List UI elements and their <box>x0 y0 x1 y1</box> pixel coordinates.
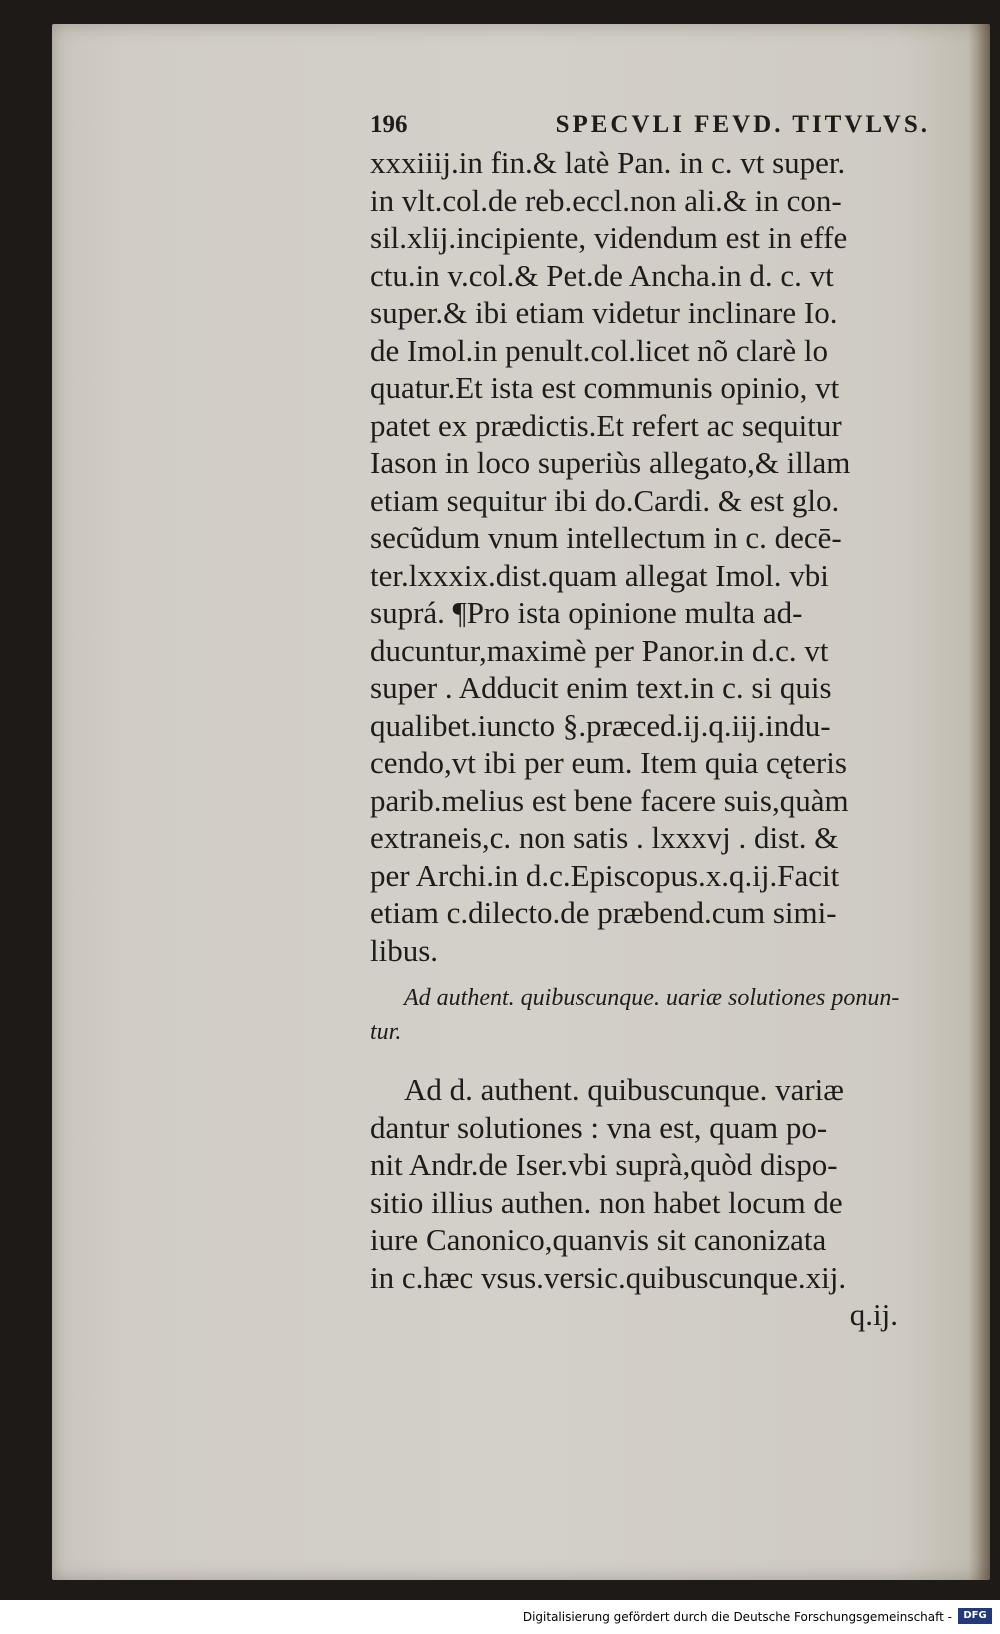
text-line: Iason in loco superiùs allegato,& illam <box>370 445 851 480</box>
text-line: libus. <box>370 932 439 968</box>
text-line: dantur solutiones : vna est, quam po- <box>370 1109 828 1145</box>
text-line: sitio illius authen. non habet locum de <box>370 1184 843 1220</box>
running-head <box>370 108 950 142</box>
running-title: SPECVLI FEVD. TITVLVS. <box>555 111 930 138</box>
text-line: super . Adducit enim text.in c. si quis <box>370 670 832 705</box>
text-line: Ad d. authent. quibuscunque. variæ <box>404 1072 844 1107</box>
text-line: cendo,vt ibi per eum. Item quia cęteris <box>370 745 847 780</box>
section-rubric-continued: tur. <box>370 1019 402 1045</box>
text-line: qualibet.iuncto §.præced.ij.q.iij.indu- <box>370 707 831 743</box>
text-line: patet ex prædictis.Et refert ac sequitur <box>370 407 842 443</box>
text-line: quatur.Et ista est communis opinio, vt <box>370 370 840 405</box>
text-line: nit Andr.de Iser.vbi suprà,quòd dispo- <box>370 1147 838 1182</box>
digitization-footer <box>0 1600 1000 1634</box>
text-line: etiam c.dilecto.de præbend.cum simi- <box>370 895 837 930</box>
text-line: super.& ibi etiam videtur inclinare Io. <box>370 295 838 330</box>
page-number: 196 <box>370 111 408 138</box>
catchword: q.ij. <box>849 1297 898 1332</box>
text-line: iure Canonico,quanvis sit canonizata <box>370 1222 827 1257</box>
page-text-block <box>370 108 950 1334</box>
text-line: secũdum vnum intellectum in c. decē- <box>370 520 842 555</box>
text-line: ctu.in v.col.& Pet.de Ancha.in d. c. vt <box>370 257 834 293</box>
page-edge-shadow <box>968 24 990 1580</box>
funding-credit: Digitalisierung gefördert durch die Deutsche Forschungsgemeinschaft - <box>522 1610 952 1624</box>
text-line: xxxiiij.in fin.& latè Pan. in c. vt super. <box>370 145 846 180</box>
text-line: etiam sequitur ibi do.Cardi. & est glo. <box>370 482 840 518</box>
paragraph-2 <box>370 1071 950 1296</box>
text-line: sil.xlij.incipiente, videndum est in effe <box>370 220 848 255</box>
text-line: in vlt.col.de reb.eccl.non ali.& in con- <box>370 182 842 218</box>
text-line: de Imol.in penult.col.licet nõ clarè lo <box>370 332 828 368</box>
paragraph-1 <box>370 144 950 969</box>
text-line: ducuntur,maximè per Panor.in d.c. vt <box>370 632 829 668</box>
text-line: ter.lxxxix.dist.quam allegat Imol. vbi <box>370 557 829 593</box>
text-line: per Archi.in d.c.Episcopus.x.q.ij.Facit <box>370 857 840 893</box>
section-rubric: Ad authent. quibuscunque. uariæ solutiones ponun- <box>404 985 900 1011</box>
text-line: extraneis,c. non satis . lxxxvj . dist. & <box>370 820 839 855</box>
text-line: parib.melius est bene facere suis,quàm <box>370 782 849 818</box>
text-line: in c.hæc vsus.versic.quibuscunque.xij. <box>370 1259 847 1295</box>
dfg-logo: DFG <box>958 1608 992 1624</box>
text-line: suprá. ¶Pro ista opinione multa ad- <box>370 595 803 630</box>
